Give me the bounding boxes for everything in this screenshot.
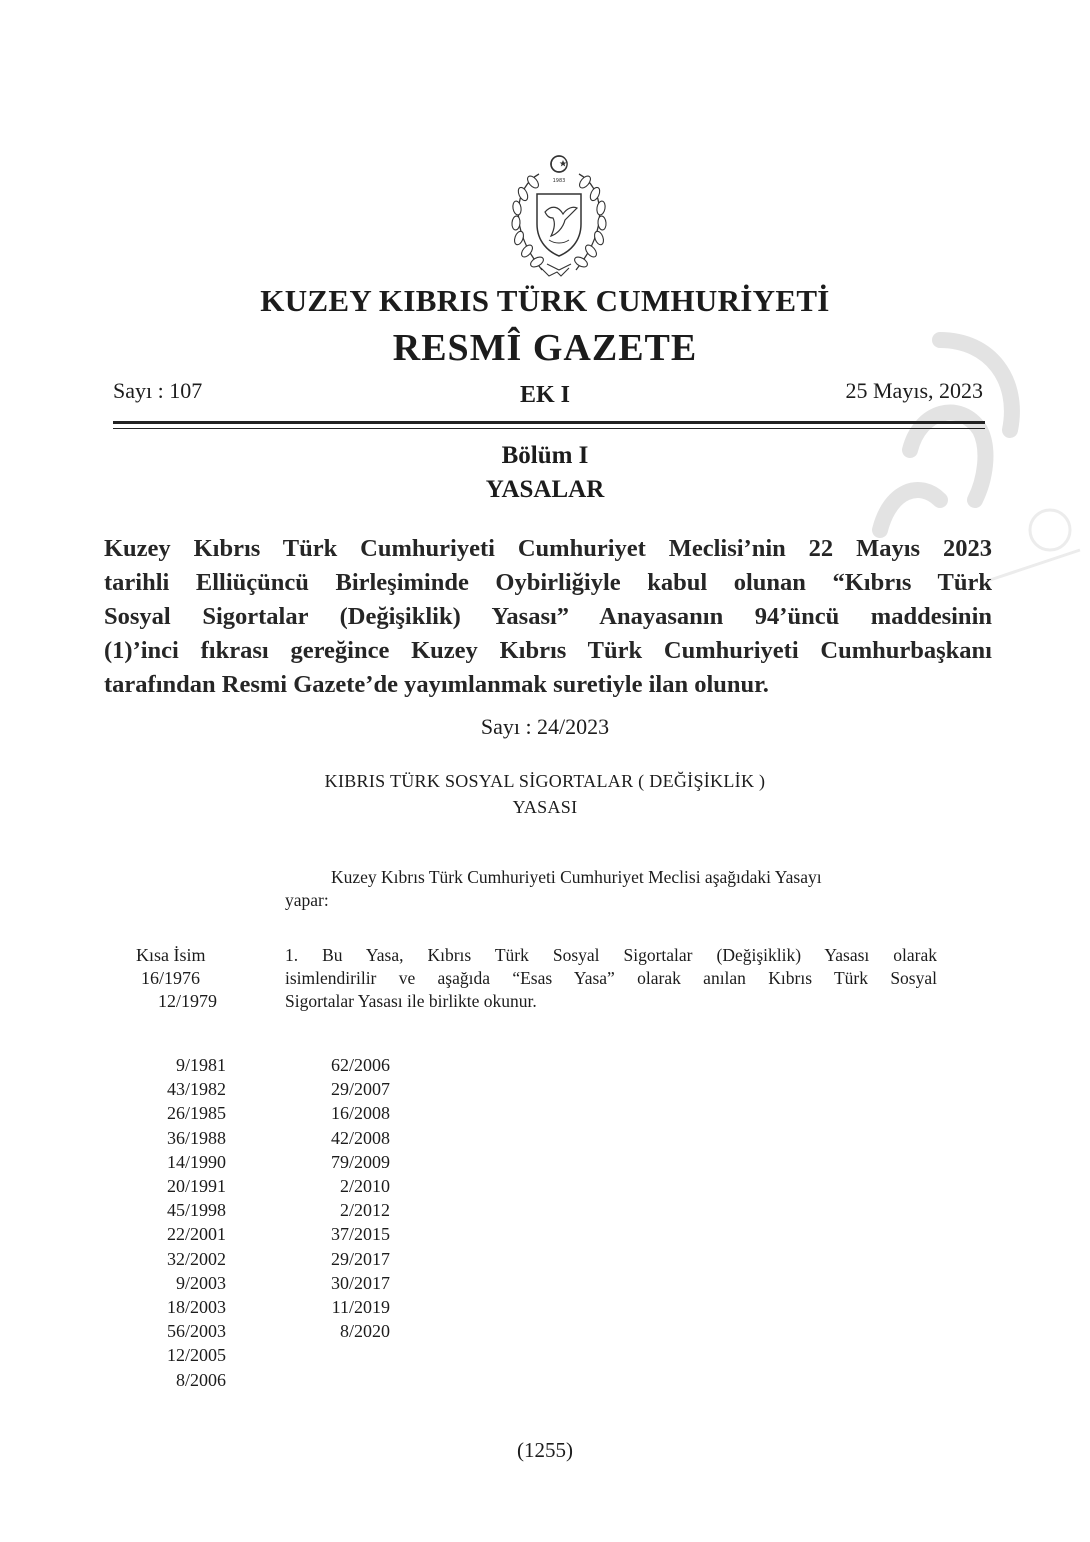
amendment-ref: 12/2005: [166, 1345, 226, 1366]
announcement-line: Kuzey Kıbrıs Türk Cumhuriyeti Cumhuriyet Meclisi’nin 22 Mayıs 2023: [104, 535, 992, 562]
enacting-clause: [285, 866, 937, 912]
section-title: YASALAR: [485, 476, 605, 503]
clause-line: Sigortalar Yasası ile birlikte okunur.: [285, 991, 537, 1011]
announcement-line: (1)’inci fıkrası gereğince Kuzey Kıbrıs Türk Cumhuriyeti Cumhurbaşkanı: [104, 637, 992, 664]
amendment-ref: 14/1990: [166, 1151, 226, 1172]
amendment-ref: 29/2007: [330, 1079, 390, 1100]
amendment-ref: 9/1981: [175, 1055, 226, 1075]
clause-1: [285, 944, 937, 1013]
amendment-ref: 37/2015: [330, 1224, 390, 1245]
law-title-line1: KIBRIS TÜRK SOSYAL SİGORTALAR ( DEĞİŞİKLİK ): [324, 771, 766, 791]
law-title-line2: YASASI: [512, 797, 578, 817]
announcement-line: tarihli Elliüçüncü Birleşiminde Oybirliğiyle kabul olunan “Kıbrıs Türk: [104, 569, 992, 596]
page-number: (1255): [517, 1438, 573, 1462]
announcement-paragraph: [104, 532, 992, 702]
gazette-title: RESMÎ GAZETE: [392, 327, 698, 369]
country-title: KUZEY KIBRIS TÜRK CUMHURİYETİ: [260, 283, 830, 318]
amendment-ref: 16/2008: [330, 1103, 390, 1124]
amendment-ref: 56/2003: [166, 1321, 226, 1342]
margin-ref: 12/1979: [158, 991, 218, 1011]
amendment-ref: 20/1991: [166, 1176, 226, 1197]
amendment-ref: 26/1985: [166, 1103, 226, 1124]
header-divider-thin: [113, 428, 985, 429]
amendments-column-2: [331, 1053, 390, 1343]
amendment-ref: 29/2017: [330, 1248, 390, 1269]
amendment-ref: 62/2006: [330, 1055, 390, 1075]
amendment-ref: 8/2020: [339, 1321, 390, 1342]
clause-line: 1. Bu Yasa, Kıbrıs Türk Sosyal Sigortalar (Değişiklik) Yasası olarak: [285, 945, 937, 965]
amendment-ref: 42/2008: [330, 1127, 390, 1148]
issue-number: Sayı : 107: [113, 378, 203, 403]
margin-ref: 16/1976: [141, 968, 201, 988]
margin-note: [136, 944, 217, 1013]
announcement-line: Sosyal Sigortalar (Değişiklik) Yasası” Anayasanın 94’üncü maddesinin: [104, 603, 992, 630]
amendment-ref: 9/2003: [175, 1272, 226, 1293]
amendment-ref: 11/2019: [331, 1297, 390, 1318]
amendment-ref: 32/2002: [166, 1248, 226, 1269]
amendment-ref: 43/1982: [166, 1079, 226, 1100]
emblem-year: 1983: [552, 178, 566, 184]
amendment-ref: 2/2012: [339, 1200, 390, 1221]
amendment-ref: 18/2003: [166, 1297, 226, 1318]
amendment-ref: 79/2009: [330, 1151, 390, 1172]
header-divider-thick: [113, 421, 985, 424]
amendment-ref: 36/1988: [166, 1127, 226, 1148]
law-number: Sayı : 24/2023: [480, 714, 610, 739]
amendment-ref: 30/2017: [330, 1272, 390, 1293]
clause-line: isimlendirilir ve aşağıda “Esas Yasa” olarak anılan Kıbrıs Türk Sosyal: [285, 968, 937, 988]
margin-note-short-title: Kısa İsim: [136, 945, 206, 965]
amendment-ref: 2/2010: [339, 1176, 390, 1197]
amendment-ref: 45/1998: [166, 1200, 226, 1221]
supplement-label: EK I: [519, 382, 570, 408]
enacting-line: yapar:: [285, 890, 329, 910]
issue-date: 25 Mayıs, 2023: [845, 378, 983, 403]
amendment-ref: 8/2006: [175, 1369, 226, 1390]
announcement-line: tarafından Resmi Gazete’de yayımlanmak suretiyle ilan olunur.: [104, 671, 769, 698]
state-emblem-icon: [497, 152, 621, 282]
enacting-line: Kuzey Kıbrıs Türk Cumhuriyeti Cumhuriyet Meclisi aşağıdaki Yasayı: [331, 867, 822, 887]
amendments-column-1: [167, 1053, 226, 1392]
section-part: Bölüm I: [501, 442, 589, 469]
amendment-ref: 22/2001: [166, 1224, 226, 1245]
